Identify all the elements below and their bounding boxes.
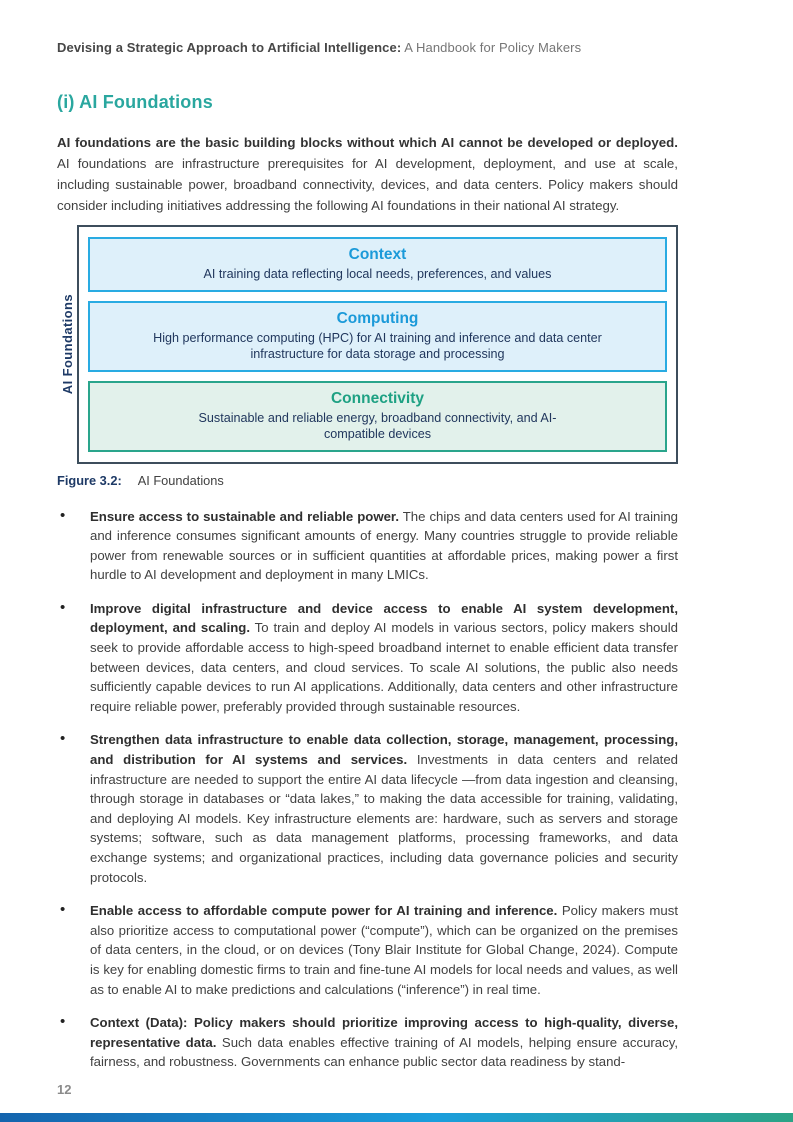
bullet-icon: • xyxy=(60,901,66,919)
figure-frame xyxy=(77,225,678,464)
list-item xyxy=(57,507,678,585)
bullet-lead: Enable access to affordable compute power for AI training and inference. xyxy=(90,903,558,919)
bullet-text: Such data enables effective training of AI models, helping ensure accuracy, fairness, and robustness. Governments can enhance public sector data readiness by stand- xyxy=(90,1034,679,1070)
bullet-icon: • xyxy=(60,506,66,524)
running-head-subtitle: A Handbook for Policy Makers xyxy=(401,40,582,55)
bullet-text: Policy makers must also prioritize access to computational power (“compute”), which can be organized on the premises of data centers, in the cloud, or on devices (Tony Blair Institute for Global Change, 2024). Compute is key for enabling domestic firms to train and fine-tune AI models for local needs and values, as well as to enable AI to make predictions and calculations (“inference”) in real time. xyxy=(90,903,678,997)
figure-caption-text: AI Foundations xyxy=(137,472,224,488)
footer-accent-bar xyxy=(0,1113,793,1122)
intro-body-text: AI foundations are infrastructure prerequisites for AI development, deployment, and use at scale, including sustainable power, broadband connectivity, devices, and data centers. Policy makers should consider including initiatives addressing the following AI foundations in their national AI strategy. xyxy=(57,156,678,213)
bullet-list xyxy=(57,507,678,1072)
running-head-title: Devising a Strategic Approach to Artificial Intelligence: xyxy=(57,40,402,55)
list-item xyxy=(57,901,678,999)
bullet-icon: • xyxy=(60,730,66,748)
bullet-text: Investments in data centers and related infrastructure are needed to support the entire AI data lifecycle —from data ingestion and cleansing, through storage in databases or “data lakes,” to making the data accessible for training, validating, and deploying AI models. Key infrastructure elements are: hardware, such as servers and storage systems; software, such as data management platforms, processing frameworks, and data exchange systems; and organizational practices, including data governance policies and security protocols. xyxy=(90,752,678,885)
figure-box-computing xyxy=(88,301,667,372)
figure-3-2 xyxy=(57,225,678,464)
intro-paragraph xyxy=(57,132,678,216)
bullet-lead: Context (Data): Policy makers should prioritize improving access to high-quality, diverse, representative data. xyxy=(90,1015,678,1050)
figure-box-context-title: Context xyxy=(348,246,407,263)
bullet-icon: • xyxy=(60,1013,66,1031)
figure-box-context xyxy=(88,237,667,292)
figure-box-connectivity-title: Connectivity xyxy=(330,389,424,407)
list-item xyxy=(57,1013,678,1072)
figure-box-context-body: AI training data reflecting local needs, preferences, and values xyxy=(203,267,552,281)
bullet-icon: • xyxy=(60,598,66,616)
bullet-lead: Ensure access to sustainable and reliable power. xyxy=(90,508,399,524)
bullet-text: The chips and data centers used for AI training and inference consumes significant amounts of energy. Many countries struggle to provide reliable power from renewable sources or in sufficient quantities at affordable prices, making power a first hurdle to AI development and deployment in many LMICs. xyxy=(90,508,678,583)
figure-side-label: AI Foundations xyxy=(59,294,75,395)
figure-box-connectivity-body: Sustainable and reliable energy, broadband connectivity, and AI-compatible devices xyxy=(198,410,557,441)
running-head xyxy=(57,40,678,55)
figure-side-label-column xyxy=(57,225,77,464)
figure-box-computing-body: High performance computing (HPC) for AI training and inference and data center infrastructure for data storage and processing xyxy=(153,330,602,361)
intro-lead-sentence: AI foundations are the basic building blocks without which AI cannot be developed or deployed. xyxy=(57,135,678,150)
bullet-text: To train and deploy AI models in various sectors, policy makers should seek to provide affordable access to high-speed broadband internet to enable efficient data transfer between devices, data centers, and cloud services. To scale AI solutions, the public also needs sufficiently capable devices to run AI applications. Additionally, data centers and other infrastructure require reliable power, preferably provided through sustainable resources. xyxy=(90,620,678,714)
bullet-lead: Improve digital infrastructure and device access to enable AI system development, deployment, and scaling. xyxy=(90,600,678,636)
bullet-lead: Strengthen data infrastructure to enable data collection, storage, management, processing, and distribution for AI systems and services. xyxy=(90,732,678,768)
list-item xyxy=(57,599,678,717)
list-item xyxy=(57,730,678,887)
page-number: 12 xyxy=(57,1082,72,1097)
section-heading: (i) AI Foundations xyxy=(57,92,213,112)
figure-caption-label: Figure 3.2: xyxy=(57,472,122,488)
figure-caption xyxy=(57,473,678,488)
figure-box-connectivity xyxy=(88,381,667,452)
figure-box-computing-title: Computing xyxy=(336,309,419,327)
